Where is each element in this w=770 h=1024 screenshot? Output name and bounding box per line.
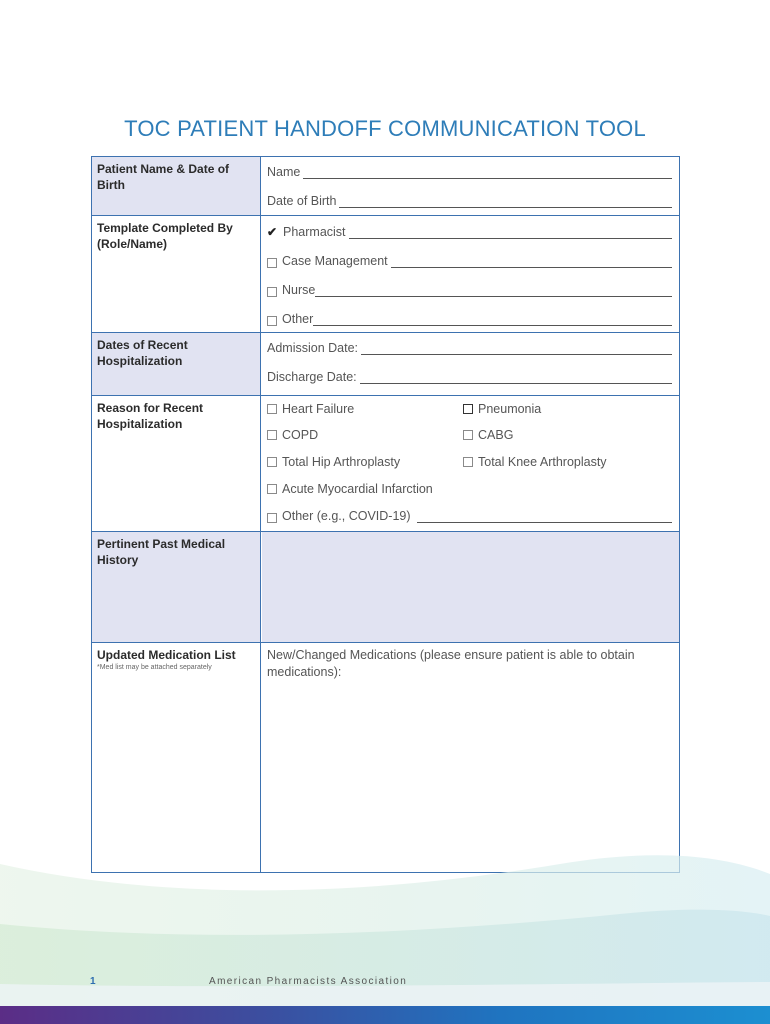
- option-heart-failure[interactable]: [267, 402, 354, 416]
- history-field[interactable]: [262, 532, 679, 642]
- option-label: Other (e.g., COVID-19): [282, 509, 411, 523]
- option-total-knee[interactable]: [463, 455, 607, 469]
- decorative-wave: [0, 834, 770, 1024]
- checkmark-icon: ✔: [267, 225, 278, 239]
- option-pneumonia[interactable]: [463, 402, 541, 416]
- admission-date-field[interactable]: [267, 339, 672, 355]
- option-case-management[interactable]: [267, 252, 672, 268]
- option-label: COPD: [282, 428, 319, 442]
- checkbox-icon[interactable]: [463, 430, 473, 440]
- label-reason: Reason for Recent Hospitalization: [92, 396, 261, 531]
- checkbox-icon[interactable]: [267, 404, 277, 414]
- label-dates: Dates of Recent Hospitalization: [92, 333, 261, 395]
- option-nurse[interactable]: [267, 281, 672, 297]
- row-dates: [92, 333, 679, 396]
- option-label: Nurse: [282, 283, 316, 297]
- option-pharmacist[interactable]: [267, 223, 672, 239]
- option-label: Pneumonia: [478, 402, 542, 416]
- row-template: [92, 216, 679, 333]
- name-label: Name: [267, 165, 301, 179]
- option-label: Total Knee Arthroplasty: [478, 455, 607, 469]
- row-reason: [92, 396, 679, 532]
- option-other[interactable]: [267, 310, 672, 326]
- option-copd[interactable]: [267, 428, 318, 442]
- option-other-reason[interactable]: [267, 507, 672, 523]
- option-label: Other: [282, 312, 314, 326]
- name-field[interactable]: [267, 163, 672, 179]
- checkbox-icon[interactable]: [267, 316, 277, 326]
- option-total-hip[interactable]: [267, 455, 400, 469]
- footer-organization: American Pharmacists Association: [209, 976, 408, 987]
- footer-bar: [0, 1006, 770, 1024]
- option-cabg[interactable]: [463, 428, 513, 442]
- page-number: 1: [90, 976, 96, 987]
- row-history: [92, 532, 679, 643]
- checkbox-icon[interactable]: [267, 484, 277, 494]
- checkbox-icon[interactable]: [463, 404, 473, 414]
- checkbox-icon[interactable]: [267, 258, 277, 268]
- row-patient: [92, 157, 679, 216]
- option-label: Case Management: [282, 254, 388, 268]
- medications-note: *Med list may be attached separately: [97, 664, 212, 671]
- option-label: Pharmacist: [283, 225, 346, 239]
- dob-field[interactable]: [267, 192, 672, 208]
- discharge-date-field[interactable]: [267, 368, 672, 384]
- medications-title: Updated Medication List: [97, 648, 236, 662]
- handoff-form: [91, 156, 680, 873]
- checkbox-icon[interactable]: [267, 430, 277, 440]
- option-ami[interactable]: [267, 482, 433, 496]
- checkbox-icon[interactable]: [267, 287, 277, 297]
- option-label: Total Hip Arthroplasty: [282, 455, 401, 469]
- page-title: TOC PATIENT HANDOFF COMMUNICATION TOOL: [124, 116, 646, 141]
- checkbox-icon[interactable]: [267, 457, 277, 467]
- medications-instructions: New/Changed Medications (please ensure patient is able to obtain medications):: [267, 648, 635, 679]
- admission-label: Admission Date:: [267, 341, 359, 355]
- label-patient: Patient Name & Date of Birth: [92, 157, 261, 215]
- label-template: Template Completed By (Role/Name): [92, 216, 261, 332]
- option-label: Heart Failure: [282, 402, 355, 416]
- checkbox-icon[interactable]: [463, 457, 473, 467]
- label-history: Pertinent Past Medical History: [92, 532, 261, 642]
- option-label: CABG: [478, 428, 514, 442]
- discharge-label: Discharge Date:: [267, 370, 357, 384]
- checkbox-icon[interactable]: [267, 513, 277, 523]
- option-label: Acute Myocardial Infarction: [282, 482, 433, 496]
- dob-label: Date of Birth: [267, 194, 337, 208]
